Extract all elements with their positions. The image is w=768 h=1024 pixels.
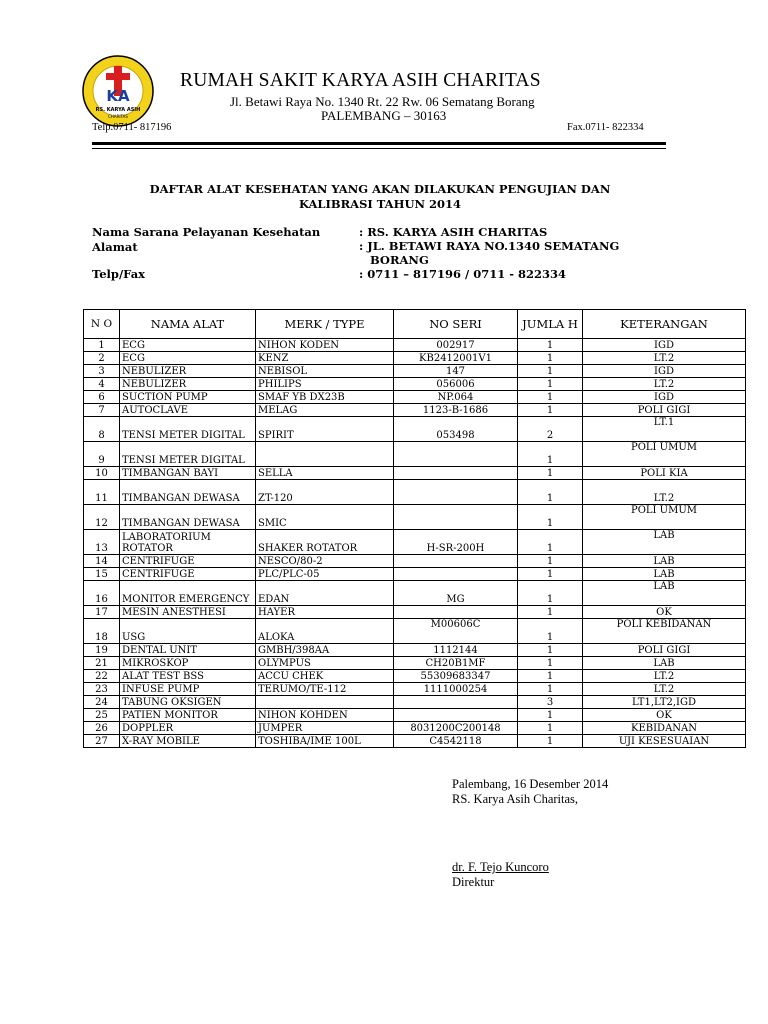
header-rule-thin xyxy=(92,148,666,149)
cell-name: X-RAY MOBILE xyxy=(120,735,256,748)
cell-no: 2 xyxy=(84,352,120,365)
table-row xyxy=(84,568,746,581)
cell-brand: MELAG xyxy=(256,404,394,417)
cell-brand: PLC/PLC-05 xyxy=(256,568,394,581)
address-line-2: PALEMBANG – 30163 xyxy=(321,108,447,123)
cell-serial: 056006 xyxy=(394,378,518,391)
cell-brand: PHILIPS xyxy=(256,378,394,391)
document-title xyxy=(100,182,660,212)
table-row xyxy=(84,709,746,722)
table-row xyxy=(84,581,746,606)
cell-brand: NIHON KODEN xyxy=(256,339,394,352)
cell-serial: 8031200C200148 xyxy=(394,722,518,735)
cell-brand xyxy=(256,696,394,709)
cell-serial xyxy=(394,696,518,709)
cell-serial: CH20B1MF xyxy=(394,657,518,670)
cell-note: LAB xyxy=(583,568,746,581)
cell-brand xyxy=(256,442,394,467)
table-row xyxy=(84,735,746,748)
title-line-2: KALIBRASI TAHUN 2014 xyxy=(298,197,462,211)
signature-place-date: Palembang, 16 Desember 2014 xyxy=(452,777,609,791)
cell-serial: NP.064 xyxy=(394,391,518,404)
cell-note: POLI GIGI xyxy=(583,404,746,417)
cell-name: NEBULIZER xyxy=(120,378,256,391)
svg-text:KA: KA xyxy=(106,87,130,105)
cell-qty: 1 xyxy=(518,735,583,748)
telephone: Telp.0711- 817196 xyxy=(92,122,172,133)
cell-no: 6 xyxy=(84,391,120,404)
cell-no: 21 xyxy=(84,657,120,670)
cell-qty: 2 xyxy=(518,417,583,442)
cell-brand: EDAN xyxy=(256,581,394,606)
table-row xyxy=(84,683,746,696)
cell-note: LT.2 xyxy=(583,683,746,696)
cell-name: DOPPLER xyxy=(120,722,256,735)
table-row xyxy=(84,339,746,352)
cell-note: LAB xyxy=(583,555,746,568)
address-label: Alamat xyxy=(92,240,138,254)
cell-qty: 1 xyxy=(518,644,583,657)
cell-qty: 1 xyxy=(518,404,583,417)
equipment-table xyxy=(83,309,746,748)
table-row xyxy=(84,505,746,530)
cell-brand: TERUMO/TE-112 xyxy=(256,683,394,696)
cell-no: 18 xyxy=(84,619,120,644)
cell-serial: KB2412001V1 xyxy=(394,352,518,365)
table-row xyxy=(84,619,746,644)
cell-note: OK xyxy=(583,606,746,619)
cell-no: 7 xyxy=(84,404,120,417)
cell-name: INFUSE PUMP xyxy=(120,683,256,696)
hospital-name: RUMAH SAKIT KARYA ASIH CHARITAS xyxy=(180,70,541,91)
cell-name: MONITOR EMERGENCY xyxy=(120,581,256,606)
cell-qty: 1 xyxy=(518,530,583,555)
cell-serial: 1123-B-1686 xyxy=(394,404,518,417)
cell-brand: NESCO/80-2 xyxy=(256,555,394,568)
cell-brand: ACCU CHEK xyxy=(256,670,394,683)
table-row xyxy=(84,391,746,404)
cell-serial: 55309683347 xyxy=(394,670,518,683)
cell-name: SUCTION PUMP xyxy=(120,391,256,404)
cell-brand: NIHON KOHDEN xyxy=(256,709,394,722)
cell-brand: SMIC xyxy=(256,505,394,530)
table-row xyxy=(84,644,746,657)
cell-serial xyxy=(394,709,518,722)
cell-qty: 1 xyxy=(518,467,583,480)
cell-no: 27 xyxy=(84,735,120,748)
cell-no: 22 xyxy=(84,670,120,683)
cell-qty: 3 xyxy=(518,696,583,709)
fax: Fax.0711- 822334 xyxy=(567,122,644,133)
cell-qty: 1 xyxy=(518,391,583,404)
cell-brand: HAYER xyxy=(256,606,394,619)
cell-qty: 1 xyxy=(518,606,583,619)
cell-serial: 147 xyxy=(394,365,518,378)
cell-note: LAB xyxy=(583,581,746,606)
cell-name: MIKROSKOP xyxy=(120,657,256,670)
cell-serial: C4542118 xyxy=(394,735,518,748)
phone-value: : 0711 – 817196 / 0711 - 822334 xyxy=(359,267,567,281)
cell-note: POLI KEBIDANAN xyxy=(583,619,746,644)
cell-note: IGD xyxy=(583,365,746,378)
table-row xyxy=(84,417,746,442)
cell-brand: TOSHIBA/IME 100L xyxy=(256,735,394,748)
cell-note: LT.2 xyxy=(583,670,746,683)
cell-name: TIMBANGAN BAYI xyxy=(120,467,256,480)
cell-no: 16 xyxy=(84,581,120,606)
header-serial: NO SERI xyxy=(394,310,518,339)
cell-brand: SELLA xyxy=(256,467,394,480)
cell-name: ECG xyxy=(120,352,256,365)
cell-note: IGD xyxy=(583,339,746,352)
cell-no: 12 xyxy=(84,505,120,530)
table-row xyxy=(84,606,746,619)
cell-qty: 1 xyxy=(518,339,583,352)
cell-no: 24 xyxy=(84,696,120,709)
cell-brand: ALOKA xyxy=(256,619,394,644)
facility-value: : RS. KARYA ASIH CHARITAS xyxy=(359,225,548,239)
cell-qty: 1 xyxy=(518,378,583,391)
cell-no: 3 xyxy=(84,365,120,378)
cell-qty: 1 xyxy=(518,722,583,735)
cell-brand: SMAF YB DX23B xyxy=(256,391,394,404)
cell-serial xyxy=(394,467,518,480)
cell-note: LT1,LT2,IGD xyxy=(583,696,746,709)
cell-no: 17 xyxy=(84,606,120,619)
cell-no: 23 xyxy=(84,683,120,696)
cell-no: 11 xyxy=(84,480,120,505)
phone-label: Telp/Fax xyxy=(92,267,146,281)
cell-note: LAB xyxy=(583,530,746,555)
signature-institution: RS. Karya Asih Charitas, xyxy=(452,792,579,806)
table-row xyxy=(84,670,746,683)
cell-brand: NEBISOL xyxy=(256,365,394,378)
cell-qty: 1 xyxy=(518,365,583,378)
cell-qty: 1 xyxy=(518,352,583,365)
table-row xyxy=(84,404,746,417)
svg-text:RS. KARYA ASIH: RS. KARYA ASIH xyxy=(95,107,141,113)
table-row xyxy=(84,442,746,467)
cell-serial: 053498 xyxy=(394,417,518,442)
cell-name: NEBULIZER xyxy=(120,365,256,378)
cell-serial: 1112144 xyxy=(394,644,518,657)
cell-name: AUTOCLAVE xyxy=(120,404,256,417)
cell-qty: 1 xyxy=(518,709,583,722)
table-row xyxy=(84,722,746,735)
cell-qty: 1 xyxy=(518,555,583,568)
cell-note: POLI GIGI xyxy=(583,644,746,657)
cell-name: TABUNG OKSIGEN xyxy=(120,696,256,709)
cell-no: 9 xyxy=(84,442,120,467)
cell-qty: 1 xyxy=(518,670,583,683)
table-row xyxy=(84,657,746,670)
cell-name: USG xyxy=(120,619,256,644)
address-value-line-1: : JL. BETAWI RAYA NO.1340 SEMATANG xyxy=(359,239,620,253)
cell-brand: SHAKER ROTATOR xyxy=(256,530,394,555)
cell-serial xyxy=(394,480,518,505)
cell-note: LT.1 xyxy=(583,417,746,442)
cell-serial xyxy=(394,555,518,568)
cell-qty: 1 xyxy=(518,619,583,644)
title-line-1: DAFTAR ALAT KESEHATAN YANG AKAN DILAKUKAN PENGUJIAN DAN xyxy=(149,182,611,196)
cell-qty: 1 xyxy=(518,683,583,696)
cell-serial: MG xyxy=(394,581,518,606)
header-name: NAMA ALAT xyxy=(120,310,256,339)
cell-name: TENSI METER DIGITAL xyxy=(120,417,256,442)
header-brand: MERK / TYPE xyxy=(256,310,394,339)
cell-serial xyxy=(394,606,518,619)
cell-name: CENTRIFUGE xyxy=(120,555,256,568)
cell-name: DENTAL UNIT xyxy=(120,644,256,657)
cell-no: 1 xyxy=(84,339,120,352)
cell-name: TIMBANGAN DEWASA xyxy=(120,480,256,505)
cell-serial xyxy=(394,442,518,467)
cell-note: UJI KESESUAIAN xyxy=(583,735,746,748)
table-row xyxy=(84,467,746,480)
cell-no: 14 xyxy=(84,555,120,568)
table-row xyxy=(84,365,746,378)
cell-note: POLI KIA xyxy=(583,467,746,480)
cell-no: 26 xyxy=(84,722,120,735)
cell-serial: 002917 xyxy=(394,339,518,352)
cell-no: 13 xyxy=(84,530,120,555)
table-row xyxy=(84,352,746,365)
cell-no: 19 xyxy=(84,644,120,657)
cell-serial: M00606C xyxy=(394,619,518,644)
cell-note: LT.2 xyxy=(583,378,746,391)
header-no: N O xyxy=(84,310,120,339)
header-qty: JUMLA H xyxy=(518,310,583,339)
header-note: KETERANGAN xyxy=(583,310,746,339)
table-row xyxy=(84,530,746,555)
cell-note: POLI UMUM xyxy=(583,442,746,467)
cell-qty: 1 xyxy=(518,505,583,530)
cell-note: IGD xyxy=(583,391,746,404)
table-row xyxy=(84,378,746,391)
signature-position: Direktur xyxy=(452,875,495,889)
cell-no: 15 xyxy=(84,568,120,581)
cell-brand: GMBH/398AA xyxy=(256,644,394,657)
cell-name: TENSI METER DIGITAL xyxy=(120,442,256,467)
cell-note: OK xyxy=(583,709,746,722)
cell-serial: 1111000254 xyxy=(394,683,518,696)
cell-qty: 1 xyxy=(518,480,583,505)
address-value-line-2: BORANG xyxy=(370,253,429,267)
facility-label: Nama Sarana Pelayanan Kesehatan xyxy=(92,225,321,239)
cell-qty: 1 xyxy=(518,581,583,606)
cell-no: 25 xyxy=(84,709,120,722)
address-line-1: Jl. Betawi Raya No. 1340 Rt. 22 Rw. 06 Sematang Borang xyxy=(230,94,535,109)
cell-brand: ZT-120 xyxy=(256,480,394,505)
cell-name: MESIN ANESTHESI xyxy=(120,606,256,619)
cell-name: TIMBANGAN DEWASA xyxy=(120,505,256,530)
cell-qty: 1 xyxy=(518,568,583,581)
table-header-row xyxy=(84,310,746,339)
hospital-logo xyxy=(81,54,155,128)
cell-no: 8 xyxy=(84,417,120,442)
cell-serial xyxy=(394,568,518,581)
cell-note: LT.2 xyxy=(583,480,746,505)
cell-name: ECG xyxy=(120,339,256,352)
signature-name: dr. F. Tejo Kuncoro xyxy=(452,860,549,874)
cell-no: 4 xyxy=(84,378,120,391)
cell-name: CENTRIFUGE xyxy=(120,568,256,581)
cell-no: 10 xyxy=(84,467,120,480)
cell-qty: 1 xyxy=(518,442,583,467)
header-rule-thick xyxy=(92,142,666,145)
table-row xyxy=(84,696,746,709)
cell-qty: 1 xyxy=(518,657,583,670)
cell-brand: OLYMPUS xyxy=(256,657,394,670)
cell-name: LABORATORIUM ROTATOR xyxy=(120,530,256,555)
cell-name: PATIEN MONITOR xyxy=(120,709,256,722)
cell-serial: H-SR-200H xyxy=(394,530,518,555)
cell-brand: SPIRIT xyxy=(256,417,394,442)
cell-name: ALAT TEST BSS xyxy=(120,670,256,683)
cell-note: KEBIDANAN xyxy=(583,722,746,735)
table-row xyxy=(84,555,746,568)
svg-text:CHARITAS: CHARITAS xyxy=(108,114,128,119)
cell-note: LAB xyxy=(583,657,746,670)
cell-brand: JUMPER xyxy=(256,722,394,735)
cell-note: POLI UMUM xyxy=(583,505,746,530)
cell-serial xyxy=(394,505,518,530)
cell-note: LT.2 xyxy=(583,352,746,365)
cell-brand: KENZ xyxy=(256,352,394,365)
table-row xyxy=(84,480,746,505)
